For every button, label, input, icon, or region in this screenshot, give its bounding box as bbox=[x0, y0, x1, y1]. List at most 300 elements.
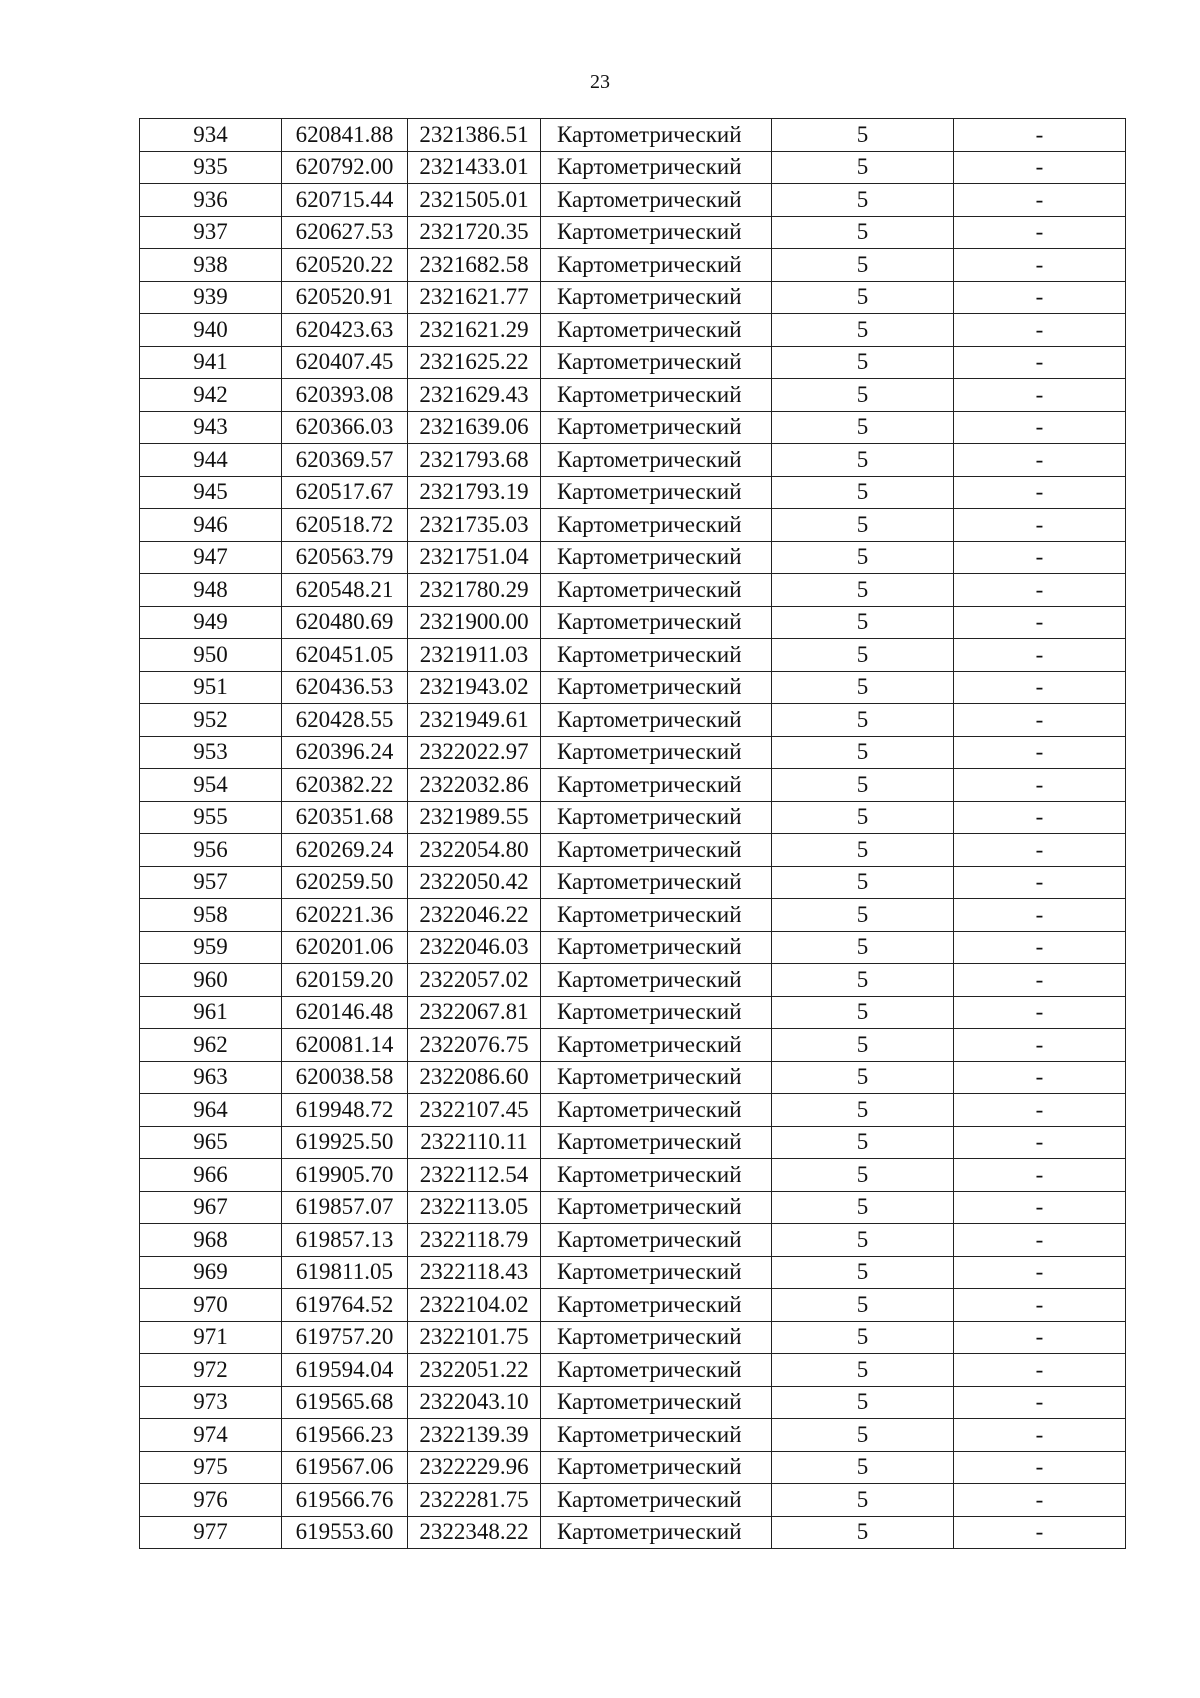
y-coordinate-cell: 2321793.19 bbox=[408, 476, 541, 509]
y-coordinate-cell: 2322032.86 bbox=[408, 769, 541, 802]
method-cell: Картометрический bbox=[541, 1224, 772, 1257]
y-coordinate-cell: 2321433.01 bbox=[408, 151, 541, 184]
note-cell: - bbox=[954, 899, 1126, 932]
accuracy-cell: 5 bbox=[772, 379, 954, 412]
accuracy-cell: 5 bbox=[772, 249, 954, 282]
y-coordinate-cell: 2322104.02 bbox=[408, 1289, 541, 1322]
y-coordinate-cell: 2322348.22 bbox=[408, 1516, 541, 1549]
point-number-cell: 945 bbox=[140, 476, 282, 509]
note-cell: - bbox=[954, 1451, 1126, 1484]
method-cell: Картометрический bbox=[541, 314, 772, 347]
y-coordinate-cell: 2322113.05 bbox=[408, 1191, 541, 1224]
x-coordinate-cell: 620269.24 bbox=[282, 834, 408, 867]
x-coordinate-cell: 620146.48 bbox=[282, 996, 408, 1029]
note-cell: - bbox=[954, 476, 1126, 509]
x-coordinate-cell: 620517.67 bbox=[282, 476, 408, 509]
method-cell: Картометрический bbox=[541, 1354, 772, 1387]
x-coordinate-cell: 620201.06 bbox=[282, 931, 408, 964]
method-cell: Картометрический bbox=[541, 541, 772, 574]
x-coordinate-cell: 620407.45 bbox=[282, 346, 408, 379]
y-coordinate-cell: 2321751.04 bbox=[408, 541, 541, 574]
method-cell: Картометрический bbox=[541, 379, 772, 412]
accuracy-cell: 5 bbox=[772, 281, 954, 314]
table-row bbox=[140, 899, 1126, 932]
point-number-cell: 952 bbox=[140, 704, 282, 737]
note-cell: - bbox=[954, 1419, 1126, 1452]
table-row bbox=[140, 314, 1126, 347]
note-cell: - bbox=[954, 1321, 1126, 1354]
point-number-cell: 962 bbox=[140, 1029, 282, 1062]
x-coordinate-cell: 619857.13 bbox=[282, 1224, 408, 1257]
x-coordinate-cell: 620366.03 bbox=[282, 411, 408, 444]
method-cell: Картометрический bbox=[541, 736, 772, 769]
y-coordinate-cell: 2322139.39 bbox=[408, 1419, 541, 1452]
accuracy-cell: 5 bbox=[772, 314, 954, 347]
y-coordinate-cell: 2321629.43 bbox=[408, 379, 541, 412]
note-cell: - bbox=[954, 1256, 1126, 1289]
accuracy-cell: 5 bbox=[772, 1094, 954, 1127]
method-cell: Картометрический bbox=[541, 1289, 772, 1322]
point-number-cell: 973 bbox=[140, 1386, 282, 1419]
method-cell: Картометрический bbox=[541, 1451, 772, 1484]
table-row bbox=[140, 281, 1126, 314]
note-cell: - bbox=[954, 606, 1126, 639]
x-coordinate-cell: 620518.72 bbox=[282, 509, 408, 542]
accuracy-cell: 5 bbox=[772, 1386, 954, 1419]
point-number-cell: 965 bbox=[140, 1126, 282, 1159]
y-coordinate-cell: 2322118.79 bbox=[408, 1224, 541, 1257]
y-coordinate-cell: 2321621.29 bbox=[408, 314, 541, 347]
point-number-cell: 947 bbox=[140, 541, 282, 574]
accuracy-cell: 5 bbox=[772, 119, 954, 152]
x-coordinate-cell: 620627.53 bbox=[282, 216, 408, 249]
note-cell: - bbox=[954, 834, 1126, 867]
method-cell: Картометрический bbox=[541, 1386, 772, 1419]
coordinates-table-body bbox=[140, 119, 1126, 1549]
table-row bbox=[140, 541, 1126, 574]
table-row bbox=[140, 1484, 1126, 1517]
x-coordinate-cell: 619811.05 bbox=[282, 1256, 408, 1289]
y-coordinate-cell: 2322118.43 bbox=[408, 1256, 541, 1289]
accuracy-cell: 5 bbox=[772, 346, 954, 379]
note-cell: - bbox=[954, 769, 1126, 802]
accuracy-cell: 5 bbox=[772, 801, 954, 834]
table-row bbox=[140, 704, 1126, 737]
accuracy-cell: 5 bbox=[772, 834, 954, 867]
point-number-cell: 939 bbox=[140, 281, 282, 314]
accuracy-cell: 5 bbox=[772, 964, 954, 997]
point-number-cell: 956 bbox=[140, 834, 282, 867]
accuracy-cell: 5 bbox=[772, 639, 954, 672]
point-number-cell: 971 bbox=[140, 1321, 282, 1354]
table-row bbox=[140, 1061, 1126, 1094]
y-coordinate-cell: 2321793.68 bbox=[408, 444, 541, 477]
x-coordinate-cell: 620396.24 bbox=[282, 736, 408, 769]
accuracy-cell: 5 bbox=[772, 866, 954, 899]
table-row bbox=[140, 1094, 1126, 1127]
point-number-cell: 934 bbox=[140, 119, 282, 152]
note-cell: - bbox=[954, 411, 1126, 444]
table-row bbox=[140, 509, 1126, 542]
accuracy-cell: 5 bbox=[772, 1451, 954, 1484]
y-coordinate-cell: 2322086.60 bbox=[408, 1061, 541, 1094]
table-row bbox=[140, 1419, 1126, 1452]
table-row bbox=[140, 249, 1126, 282]
accuracy-cell: 5 bbox=[772, 1484, 954, 1517]
x-coordinate-cell: 619567.06 bbox=[282, 1451, 408, 1484]
y-coordinate-cell: 2321682.58 bbox=[408, 249, 541, 282]
note-cell: - bbox=[954, 1516, 1126, 1549]
accuracy-cell: 5 bbox=[772, 769, 954, 802]
point-number-cell: 953 bbox=[140, 736, 282, 769]
x-coordinate-cell: 619553.60 bbox=[282, 1516, 408, 1549]
x-coordinate-cell: 619566.76 bbox=[282, 1484, 408, 1517]
method-cell: Картометрический bbox=[541, 834, 772, 867]
method-cell: Картометрический bbox=[541, 281, 772, 314]
point-number-cell: 969 bbox=[140, 1256, 282, 1289]
note-cell: - bbox=[954, 1386, 1126, 1419]
note-cell: - bbox=[954, 736, 1126, 769]
point-number-cell: 967 bbox=[140, 1191, 282, 1224]
method-cell: Картометрический bbox=[541, 151, 772, 184]
note-cell: - bbox=[954, 866, 1126, 899]
method-cell: Картометрический bbox=[541, 249, 772, 282]
accuracy-cell: 5 bbox=[772, 216, 954, 249]
table-row bbox=[140, 834, 1126, 867]
note-cell: - bbox=[954, 281, 1126, 314]
y-coordinate-cell: 2322101.75 bbox=[408, 1321, 541, 1354]
point-number-cell: 970 bbox=[140, 1289, 282, 1322]
x-coordinate-cell: 620351.68 bbox=[282, 801, 408, 834]
accuracy-cell: 5 bbox=[772, 671, 954, 704]
table-row bbox=[140, 151, 1126, 184]
note-cell: - bbox=[954, 964, 1126, 997]
point-number-cell: 936 bbox=[140, 184, 282, 217]
method-cell: Картометрический bbox=[541, 899, 772, 932]
y-coordinate-cell: 2322050.42 bbox=[408, 866, 541, 899]
table-row bbox=[140, 996, 1126, 1029]
y-coordinate-cell: 2322112.54 bbox=[408, 1159, 541, 1192]
y-coordinate-cell: 2322229.96 bbox=[408, 1451, 541, 1484]
table-row bbox=[140, 379, 1126, 412]
point-number-cell: 957 bbox=[140, 866, 282, 899]
table-row bbox=[140, 1029, 1126, 1062]
y-coordinate-cell: 2321943.02 bbox=[408, 671, 541, 704]
point-number-cell: 964 bbox=[140, 1094, 282, 1127]
x-coordinate-cell: 620436.53 bbox=[282, 671, 408, 704]
y-coordinate-cell: 2322046.03 bbox=[408, 931, 541, 964]
x-coordinate-cell: 620259.50 bbox=[282, 866, 408, 899]
point-number-cell: 938 bbox=[140, 249, 282, 282]
accuracy-cell: 5 bbox=[772, 931, 954, 964]
x-coordinate-cell: 620480.69 bbox=[282, 606, 408, 639]
accuracy-cell: 5 bbox=[772, 1289, 954, 1322]
y-coordinate-cell: 2322046.22 bbox=[408, 899, 541, 932]
note-cell: - bbox=[954, 1484, 1126, 1517]
point-number-cell: 961 bbox=[140, 996, 282, 1029]
x-coordinate-cell: 620548.21 bbox=[282, 574, 408, 607]
table-row bbox=[140, 444, 1126, 477]
accuracy-cell: 5 bbox=[772, 736, 954, 769]
accuracy-cell: 5 bbox=[772, 509, 954, 542]
x-coordinate-cell: 620423.63 bbox=[282, 314, 408, 347]
point-number-cell: 951 bbox=[140, 671, 282, 704]
point-number-cell: 948 bbox=[140, 574, 282, 607]
coordinates-table bbox=[139, 118, 1126, 1549]
y-coordinate-cell: 2321900.00 bbox=[408, 606, 541, 639]
x-coordinate-cell: 619764.52 bbox=[282, 1289, 408, 1322]
page-number: 23 bbox=[590, 71, 610, 93]
x-coordinate-cell: 619925.50 bbox=[282, 1126, 408, 1159]
x-coordinate-cell: 619594.04 bbox=[282, 1354, 408, 1387]
table-row bbox=[140, 964, 1126, 997]
y-coordinate-cell: 2322043.10 bbox=[408, 1386, 541, 1419]
note-cell: - bbox=[954, 1061, 1126, 1094]
method-cell: Картометрический bbox=[541, 671, 772, 704]
method-cell: Картометрический bbox=[541, 216, 772, 249]
method-cell: Картометрический bbox=[541, 1419, 772, 1452]
point-number-cell: 972 bbox=[140, 1354, 282, 1387]
accuracy-cell: 5 bbox=[772, 574, 954, 607]
table-row bbox=[140, 1191, 1126, 1224]
x-coordinate-cell: 619565.68 bbox=[282, 1386, 408, 1419]
point-number-cell: 944 bbox=[140, 444, 282, 477]
method-cell: Картометрический bbox=[541, 769, 772, 802]
point-number-cell: 976 bbox=[140, 1484, 282, 1517]
table-row bbox=[140, 1321, 1126, 1354]
table-row bbox=[140, 866, 1126, 899]
y-coordinate-cell: 2321720.35 bbox=[408, 216, 541, 249]
point-number-cell: 941 bbox=[140, 346, 282, 379]
point-number-cell: 974 bbox=[140, 1419, 282, 1452]
y-coordinate-cell: 2322022.97 bbox=[408, 736, 541, 769]
x-coordinate-cell: 620369.57 bbox=[282, 444, 408, 477]
note-cell: - bbox=[954, 346, 1126, 379]
y-coordinate-cell: 2321911.03 bbox=[408, 639, 541, 672]
method-cell: Картометрический bbox=[541, 1516, 772, 1549]
method-cell: Картометрический bbox=[541, 184, 772, 217]
table-row bbox=[140, 606, 1126, 639]
note-cell: - bbox=[954, 574, 1126, 607]
point-number-cell: 960 bbox=[140, 964, 282, 997]
note-cell: - bbox=[954, 639, 1126, 672]
point-number-cell: 959 bbox=[140, 931, 282, 964]
note-cell: - bbox=[954, 931, 1126, 964]
x-coordinate-cell: 620081.14 bbox=[282, 1029, 408, 1062]
note-cell: - bbox=[954, 379, 1126, 412]
y-coordinate-cell: 2321625.22 bbox=[408, 346, 541, 379]
method-cell: Картометрический bbox=[541, 476, 772, 509]
x-coordinate-cell: 620841.88 bbox=[282, 119, 408, 152]
note-cell: - bbox=[954, 119, 1126, 152]
table-row bbox=[140, 639, 1126, 672]
method-cell: Картометрический bbox=[541, 996, 772, 1029]
table-row bbox=[140, 769, 1126, 802]
table-row bbox=[140, 411, 1126, 444]
table-row bbox=[140, 119, 1126, 152]
note-cell: - bbox=[954, 1094, 1126, 1127]
accuracy-cell: 5 bbox=[772, 541, 954, 574]
accuracy-cell: 5 bbox=[772, 899, 954, 932]
x-coordinate-cell: 620428.55 bbox=[282, 704, 408, 737]
table-row bbox=[140, 1256, 1126, 1289]
note-cell: - bbox=[954, 671, 1126, 704]
method-cell: Картометрический bbox=[541, 931, 772, 964]
note-cell: - bbox=[954, 1029, 1126, 1062]
x-coordinate-cell: 620520.22 bbox=[282, 249, 408, 282]
y-coordinate-cell: 2322107.45 bbox=[408, 1094, 541, 1127]
x-coordinate-cell: 620159.20 bbox=[282, 964, 408, 997]
table-row bbox=[140, 736, 1126, 769]
method-cell: Картометрический bbox=[541, 346, 772, 379]
table-row bbox=[140, 1126, 1126, 1159]
table-row bbox=[140, 931, 1126, 964]
point-number-cell: 968 bbox=[140, 1224, 282, 1257]
note-cell: - bbox=[954, 1224, 1126, 1257]
accuracy-cell: 5 bbox=[772, 996, 954, 1029]
point-number-cell: 937 bbox=[140, 216, 282, 249]
x-coordinate-cell: 620393.08 bbox=[282, 379, 408, 412]
table-row bbox=[140, 1451, 1126, 1484]
method-cell: Картометрический bbox=[541, 1061, 772, 1094]
table-row bbox=[140, 1516, 1126, 1549]
y-coordinate-cell: 2322057.02 bbox=[408, 964, 541, 997]
method-cell: Картометрический bbox=[541, 1321, 772, 1354]
accuracy-cell: 5 bbox=[772, 184, 954, 217]
table-row bbox=[140, 1224, 1126, 1257]
accuracy-cell: 5 bbox=[772, 444, 954, 477]
x-coordinate-cell: 620715.44 bbox=[282, 184, 408, 217]
x-coordinate-cell: 620792.00 bbox=[282, 151, 408, 184]
method-cell: Картометрический bbox=[541, 1256, 772, 1289]
note-cell: - bbox=[954, 509, 1126, 542]
accuracy-cell: 5 bbox=[772, 1516, 954, 1549]
x-coordinate-cell: 620221.36 bbox=[282, 899, 408, 932]
y-coordinate-cell: 2322051.22 bbox=[408, 1354, 541, 1387]
point-number-cell: 949 bbox=[140, 606, 282, 639]
note-cell: - bbox=[954, 151, 1126, 184]
y-coordinate-cell: 2322076.75 bbox=[408, 1029, 541, 1062]
point-number-cell: 935 bbox=[140, 151, 282, 184]
y-coordinate-cell: 2322054.80 bbox=[408, 834, 541, 867]
note-cell: - bbox=[954, 1354, 1126, 1387]
method-cell: Картометрический bbox=[541, 964, 772, 997]
method-cell: Картометрический bbox=[541, 639, 772, 672]
method-cell: Картометрический bbox=[541, 411, 772, 444]
y-coordinate-cell: 2322067.81 bbox=[408, 996, 541, 1029]
note-cell: - bbox=[954, 996, 1126, 1029]
method-cell: Картометрический bbox=[541, 1126, 772, 1159]
point-number-cell: 975 bbox=[140, 1451, 282, 1484]
method-cell: Картометрический bbox=[541, 119, 772, 152]
x-coordinate-cell: 620520.91 bbox=[282, 281, 408, 314]
x-coordinate-cell: 620563.79 bbox=[282, 541, 408, 574]
point-number-cell: 950 bbox=[140, 639, 282, 672]
note-cell: - bbox=[954, 541, 1126, 574]
y-coordinate-cell: 2321505.01 bbox=[408, 184, 541, 217]
note-cell: - bbox=[954, 184, 1126, 217]
accuracy-cell: 5 bbox=[772, 411, 954, 444]
note-cell: - bbox=[954, 314, 1126, 347]
note-cell: - bbox=[954, 1289, 1126, 1322]
x-coordinate-cell: 619948.72 bbox=[282, 1094, 408, 1127]
table-row bbox=[140, 801, 1126, 834]
x-coordinate-cell: 620038.58 bbox=[282, 1061, 408, 1094]
table-row bbox=[140, 1354, 1126, 1387]
point-number-cell: 946 bbox=[140, 509, 282, 542]
y-coordinate-cell: 2321949.61 bbox=[408, 704, 541, 737]
y-coordinate-cell: 2322281.75 bbox=[408, 1484, 541, 1517]
point-number-cell: 943 bbox=[140, 411, 282, 444]
y-coordinate-cell: 2321989.55 bbox=[408, 801, 541, 834]
accuracy-cell: 5 bbox=[772, 1159, 954, 1192]
method-cell: Картометрический bbox=[541, 801, 772, 834]
point-number-cell: 977 bbox=[140, 1516, 282, 1549]
y-coordinate-cell: 2321621.77 bbox=[408, 281, 541, 314]
y-coordinate-cell: 2321639.06 bbox=[408, 411, 541, 444]
note-cell: - bbox=[954, 216, 1126, 249]
x-coordinate-cell: 619566.23 bbox=[282, 1419, 408, 1452]
method-cell: Картометрический bbox=[541, 704, 772, 737]
table-row bbox=[140, 671, 1126, 704]
accuracy-cell: 5 bbox=[772, 476, 954, 509]
y-coordinate-cell: 2321386.51 bbox=[408, 119, 541, 152]
point-number-cell: 958 bbox=[140, 899, 282, 932]
accuracy-cell: 5 bbox=[772, 1419, 954, 1452]
point-number-cell: 955 bbox=[140, 801, 282, 834]
method-cell: Картометрический bbox=[541, 1094, 772, 1127]
accuracy-cell: 5 bbox=[772, 1256, 954, 1289]
accuracy-cell: 5 bbox=[772, 1354, 954, 1387]
method-cell: Картометрический bbox=[541, 866, 772, 899]
point-number-cell: 966 bbox=[140, 1159, 282, 1192]
x-coordinate-cell: 619905.70 bbox=[282, 1159, 408, 1192]
note-cell: - bbox=[954, 249, 1126, 282]
accuracy-cell: 5 bbox=[772, 1029, 954, 1062]
table-row bbox=[140, 184, 1126, 217]
note-cell: - bbox=[954, 444, 1126, 477]
table-row bbox=[140, 1289, 1126, 1322]
note-cell: - bbox=[954, 1191, 1126, 1224]
accuracy-cell: 5 bbox=[772, 1126, 954, 1159]
x-coordinate-cell: 619757.20 bbox=[282, 1321, 408, 1354]
accuracy-cell: 5 bbox=[772, 606, 954, 639]
accuracy-cell: 5 bbox=[772, 1224, 954, 1257]
method-cell: Картометрический bbox=[541, 606, 772, 639]
table-row bbox=[140, 346, 1126, 379]
accuracy-cell: 5 bbox=[772, 1321, 954, 1354]
method-cell: Картометрический bbox=[541, 574, 772, 607]
y-coordinate-cell: 2321735.03 bbox=[408, 509, 541, 542]
method-cell: Картометрический bbox=[541, 444, 772, 477]
accuracy-cell: 5 bbox=[772, 704, 954, 737]
note-cell: - bbox=[954, 704, 1126, 737]
method-cell: Картометрический bbox=[541, 1191, 772, 1224]
note-cell: - bbox=[954, 1126, 1126, 1159]
table-row bbox=[140, 1159, 1126, 1192]
method-cell: Картометрический bbox=[541, 1029, 772, 1062]
table-row bbox=[140, 574, 1126, 607]
accuracy-cell: 5 bbox=[772, 1061, 954, 1094]
table-row bbox=[140, 216, 1126, 249]
method-cell: Картометрический bbox=[541, 509, 772, 542]
table-row bbox=[140, 1386, 1126, 1419]
method-cell: Картометрический bbox=[541, 1159, 772, 1192]
point-number-cell: 963 bbox=[140, 1061, 282, 1094]
table-row bbox=[140, 476, 1126, 509]
accuracy-cell: 5 bbox=[772, 1191, 954, 1224]
point-number-cell: 954 bbox=[140, 769, 282, 802]
